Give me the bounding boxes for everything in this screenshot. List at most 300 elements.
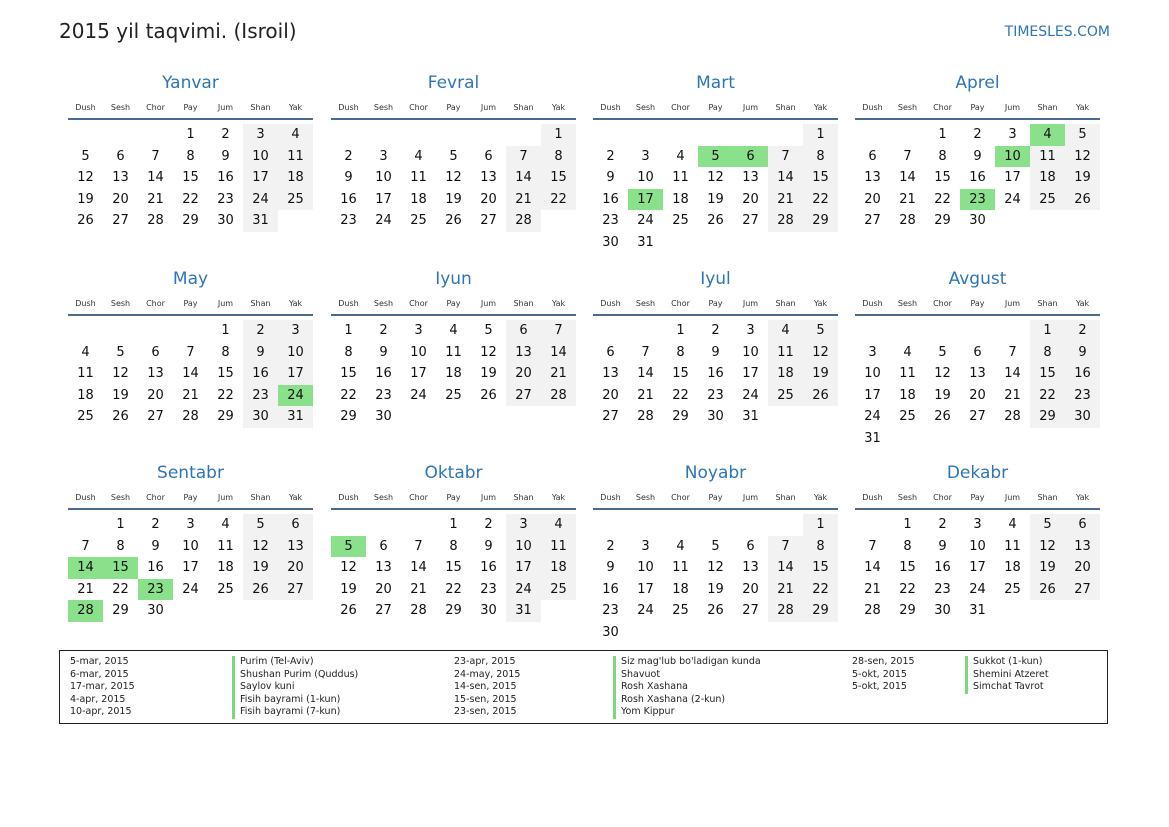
legend-date: 28-sen, 2015 xyxy=(852,656,915,667)
weekday-label: Pay xyxy=(446,493,461,502)
day-cell: 6 xyxy=(973,344,982,360)
day-cell: 17 xyxy=(375,191,392,207)
day-cell: 10 xyxy=(375,170,392,186)
day-cell: 9 xyxy=(711,344,720,360)
day-cell: 17 xyxy=(969,560,986,576)
weekday-label: Chor xyxy=(671,493,690,502)
day-cell: 24 xyxy=(1004,191,1021,207)
legend-holiday-name: Siz mag'lub bo'ladigan kunda xyxy=(613,656,761,669)
day-cell: 20 xyxy=(602,387,619,403)
month-title: Dekabr xyxy=(946,463,1009,483)
day-cell: 15 xyxy=(672,366,689,382)
day-cell: 26 xyxy=(934,409,951,425)
weekday-label: Dush xyxy=(338,103,359,112)
day-cell: 1 xyxy=(1030,320,1065,342)
day-cell: 8 xyxy=(541,146,576,168)
day-cell: 29 xyxy=(803,210,838,232)
legend-holiday-name: Shushan Purim (Quddus) xyxy=(232,669,358,682)
weekday-label: Yak xyxy=(288,103,303,112)
empty-cell xyxy=(103,320,138,342)
day-cell: 23 xyxy=(934,581,951,597)
day-cell: 22 xyxy=(217,387,234,403)
day-cell: 4 xyxy=(768,320,803,342)
empty-cell xyxy=(890,124,925,146)
day-cell: 21 xyxy=(506,189,541,211)
empty-cell xyxy=(366,124,401,146)
holiday-day-cell: 23 xyxy=(960,189,995,211)
month-title: Iyun xyxy=(435,269,472,289)
weekday-label: Jum xyxy=(217,103,234,112)
day-cell: 29 xyxy=(934,213,951,229)
day-cell: 15 xyxy=(1030,363,1065,385)
empty-cell xyxy=(995,320,1030,342)
day-cell: 26 xyxy=(803,385,838,407)
weekday-label: Sesh xyxy=(635,103,656,112)
month-title: Iyul xyxy=(700,269,731,289)
empty-cell xyxy=(733,124,768,146)
legend-date: 15-sen, 2015 xyxy=(454,693,517,705)
day-cell: 24 xyxy=(182,581,199,597)
day-cell: 31 xyxy=(243,210,278,232)
empty-cell xyxy=(436,124,471,146)
day-cell: 8 xyxy=(1030,342,1065,364)
empty-cell xyxy=(960,320,995,342)
day-cell: 14 xyxy=(768,557,803,579)
day-cell: 16 xyxy=(602,581,619,597)
day-cell: 29 xyxy=(217,409,234,425)
empty-cell xyxy=(68,124,103,146)
day-cell: 25 xyxy=(1030,189,1065,211)
month-title: Oktabr xyxy=(424,463,483,483)
month-may xyxy=(68,268,313,428)
day-cell: 9 xyxy=(151,538,160,554)
day-cell: 1 xyxy=(803,514,838,536)
month-iyul xyxy=(593,268,838,428)
day-cell: 6 xyxy=(151,344,160,360)
day-cell: 3 xyxy=(506,514,541,536)
day-grid xyxy=(593,320,838,428)
day-cell: 28 xyxy=(1004,409,1021,425)
day-cell: 3 xyxy=(243,124,278,146)
legend-date-column xyxy=(454,656,520,719)
legend-date: 14-sen, 2015 xyxy=(454,681,517,693)
day-cell: 7 xyxy=(768,146,803,168)
day-cell: 16 xyxy=(1065,363,1100,385)
day-cell: 11 xyxy=(278,146,313,168)
weekday-label: Chor xyxy=(409,493,428,502)
day-cell: 17 xyxy=(506,557,541,579)
day-cell: 8 xyxy=(676,344,685,360)
day-cell: 18 xyxy=(77,387,94,403)
day-cell: 23 xyxy=(480,581,497,597)
month-aprel xyxy=(855,72,1100,232)
day-cell: 31 xyxy=(506,600,541,622)
day-cell: 27 xyxy=(375,603,392,619)
empty-cell xyxy=(855,514,890,536)
day-cell: 15 xyxy=(803,557,838,579)
month-mart xyxy=(593,72,838,253)
day-cell: 27 xyxy=(480,213,497,229)
weekday-header xyxy=(331,488,576,510)
weekday-label: Sesh xyxy=(897,493,918,502)
day-cell: 19 xyxy=(112,387,129,403)
day-cell: 25 xyxy=(278,189,313,211)
day-cell: 7 xyxy=(868,538,877,554)
day-cell: 18 xyxy=(1004,560,1021,576)
day-cell: 22 xyxy=(182,191,199,207)
weekday-label: Jum xyxy=(217,299,234,308)
day-cell: 12 xyxy=(803,342,838,364)
day-cell: 16 xyxy=(602,191,619,207)
day-cell: 1 xyxy=(803,124,838,146)
day-cell: 27 xyxy=(602,409,619,425)
weekday-label: Yak xyxy=(551,299,566,308)
day-cell: 22 xyxy=(803,579,838,601)
empty-cell xyxy=(925,320,960,342)
day-cell: 16 xyxy=(969,170,986,186)
day-cell: 27 xyxy=(864,213,881,229)
weekday-label: Yak xyxy=(288,493,303,502)
legend-holiday-name: Rosh Xashana (2-kun) xyxy=(613,694,761,707)
weekday-header xyxy=(855,98,1100,120)
day-cell: 19 xyxy=(340,581,357,597)
day-cell: 15 xyxy=(217,366,234,382)
legend-name-column xyxy=(232,656,358,719)
day-cell: 19 xyxy=(1030,557,1065,579)
weekday-label: Sesh xyxy=(635,299,656,308)
day-cell: 18 xyxy=(672,581,689,597)
weekday-label: Pay xyxy=(970,299,985,308)
month-title: May xyxy=(172,269,209,289)
day-cell: 13 xyxy=(969,366,986,382)
day-cell: 27 xyxy=(742,213,759,229)
empty-cell xyxy=(593,124,628,146)
day-cell: 9 xyxy=(243,342,278,364)
weekday-label: Pay xyxy=(708,103,723,112)
legend-date: 5-okt, 2015 xyxy=(852,668,907,680)
day-cell: 13 xyxy=(602,366,619,382)
day-cell: 10 xyxy=(506,536,541,558)
day-cell: 2 xyxy=(938,517,947,533)
weekday-label: Sesh xyxy=(897,103,918,112)
day-cell: 3 xyxy=(379,148,388,164)
day-cell: 30 xyxy=(243,406,278,428)
day-cell: 21 xyxy=(637,387,654,403)
day-cell: 23 xyxy=(707,387,724,403)
day-cell: 19 xyxy=(77,191,94,207)
weekday-header xyxy=(331,98,576,120)
weekday-label: Dush xyxy=(600,103,621,112)
weekday-label: Yak xyxy=(551,103,566,112)
empty-cell xyxy=(331,124,366,146)
weekday-label: Dush xyxy=(862,493,883,502)
day-cell: 24 xyxy=(637,603,654,619)
day-cell: 14 xyxy=(768,167,803,189)
day-cell: 30 xyxy=(1065,406,1100,428)
weekday-label: Sesh xyxy=(373,103,394,112)
weekday-label: Pay xyxy=(708,299,723,308)
empty-cell xyxy=(331,514,366,536)
weekday-label: Chor xyxy=(409,299,428,308)
weekday-label: Jum xyxy=(480,103,497,112)
month-fevral xyxy=(331,72,576,232)
weekday-label: Chor xyxy=(409,103,428,112)
day-cell: 6 xyxy=(116,148,125,164)
day-cell: 5 xyxy=(116,344,125,360)
day-cell: 17 xyxy=(864,387,881,403)
day-grid xyxy=(68,320,313,428)
day-cell: 25 xyxy=(410,213,427,229)
day-cell: 16 xyxy=(340,191,357,207)
empty-cell xyxy=(698,514,733,536)
day-grid xyxy=(593,514,838,643)
day-cell: 20 xyxy=(375,581,392,597)
day-cell: 4 xyxy=(1008,517,1017,533)
day-grid xyxy=(593,124,838,253)
day-cell: 5 xyxy=(938,344,947,360)
weekday-label: Chor xyxy=(146,103,165,112)
day-grid xyxy=(331,124,576,232)
day-cell: 14 xyxy=(182,366,199,382)
day-cell: 2 xyxy=(151,517,160,533)
weekday-label: Sesh xyxy=(373,493,394,502)
legend-holiday-name: Shemini Atzeret xyxy=(965,669,1049,682)
day-cell: 11 xyxy=(217,538,234,554)
day-cell: 6 xyxy=(606,344,615,360)
day-cell: 12 xyxy=(243,536,278,558)
weekday-label: Dush xyxy=(75,299,96,308)
day-cell: 11 xyxy=(1030,146,1065,168)
day-cell: 28 xyxy=(410,603,427,619)
weekday-label: Yak xyxy=(1075,493,1090,502)
day-cell: 18 xyxy=(410,191,427,207)
day-cell: 18 xyxy=(217,560,234,576)
legend-date: 5-okt, 2015 xyxy=(852,681,907,693)
day-cell: 9 xyxy=(1065,342,1100,364)
day-cell: 2 xyxy=(711,323,720,339)
day-cell: 31 xyxy=(742,409,759,425)
empty-cell xyxy=(138,124,173,146)
day-cell: 8 xyxy=(449,538,458,554)
weekday-label: Chor xyxy=(933,493,952,502)
day-cell: 21 xyxy=(541,363,576,385)
weekday-header xyxy=(855,294,1100,316)
day-cell: 12 xyxy=(707,170,724,186)
day-cell: 25 xyxy=(217,581,234,597)
day-cell: 18 xyxy=(445,366,462,382)
day-cell: 20 xyxy=(147,387,164,403)
day-cell: 12 xyxy=(112,366,129,382)
day-cell: 10 xyxy=(969,538,986,554)
day-cell: 5 xyxy=(484,323,493,339)
day-cell: 13 xyxy=(1065,536,1100,558)
day-cell: 21 xyxy=(899,191,916,207)
day-cell: 13 xyxy=(742,560,759,576)
weekday-label: Chor xyxy=(146,493,165,502)
day-cell: 11 xyxy=(899,366,916,382)
day-cell: 1 xyxy=(449,517,458,533)
legend-date: 10-apr, 2015 xyxy=(70,706,132,718)
day-cell: 20 xyxy=(742,581,759,597)
day-cell: 2 xyxy=(1065,320,1100,342)
day-cell: 7 xyxy=(768,536,803,558)
day-cell: 13 xyxy=(506,342,541,364)
empty-cell xyxy=(401,124,436,146)
legend-holiday-name: Simchat Tavrot xyxy=(965,681,1049,694)
site-link[interactable]: TIMESLES.COM xyxy=(1004,24,1110,40)
empty-cell xyxy=(471,124,506,146)
weekday-label: Pay xyxy=(183,299,198,308)
day-cell: 31 xyxy=(969,603,986,619)
day-cell: 17 xyxy=(278,363,313,385)
day-cell: 7 xyxy=(151,148,160,164)
day-cell: 31 xyxy=(864,430,881,446)
day-cell: 10 xyxy=(410,344,427,360)
day-cell: 5 xyxy=(803,320,838,342)
weekday-label: Yak xyxy=(1075,299,1090,308)
weekday-label: Jum xyxy=(742,299,759,308)
day-cell: 20 xyxy=(1065,557,1100,579)
day-cell: 18 xyxy=(768,363,803,385)
day-cell: 18 xyxy=(278,167,313,189)
weekday-label: Shan xyxy=(513,493,534,502)
day-cell: 3 xyxy=(186,517,195,533)
empty-cell xyxy=(663,514,698,536)
day-cell: 4 xyxy=(81,344,90,360)
day-cell: 21 xyxy=(77,581,94,597)
day-cell: 16 xyxy=(243,363,278,385)
empty-cell xyxy=(68,320,103,342)
day-cell: 31 xyxy=(637,234,654,250)
day-cell: 19 xyxy=(445,191,462,207)
holiday-day-cell: 10 xyxy=(995,146,1030,168)
day-cell: 28 xyxy=(541,385,576,407)
weekday-label: Pay xyxy=(970,493,985,502)
legend-date: 4-apr, 2015 xyxy=(70,693,126,705)
day-cell: 1 xyxy=(186,127,195,143)
day-cell: 17 xyxy=(243,167,278,189)
day-cell: 20 xyxy=(506,363,541,385)
day-cell: 29 xyxy=(899,603,916,619)
day-cell: 27 xyxy=(1065,579,1100,601)
day-cell: 7 xyxy=(541,320,576,342)
day-cell: 20 xyxy=(864,191,881,207)
day-cell: 22 xyxy=(899,581,916,597)
day-cell: 22 xyxy=(934,191,951,207)
day-cell: 3 xyxy=(641,148,650,164)
empty-cell xyxy=(698,124,733,146)
weekday-label: Dush xyxy=(600,493,621,502)
day-cell: 29 xyxy=(182,213,199,229)
day-cell: 15 xyxy=(445,560,462,576)
day-cell: 25 xyxy=(672,603,689,619)
weekday-label: Dush xyxy=(75,493,96,502)
empty-cell xyxy=(663,124,698,146)
day-cell: 3 xyxy=(973,517,982,533)
day-cell: 28 xyxy=(899,213,916,229)
day-cell: 14 xyxy=(541,342,576,364)
legend-date: 17-mar, 2015 xyxy=(70,681,135,693)
weekday-label: Chor xyxy=(933,103,952,112)
day-cell: 13 xyxy=(147,366,164,382)
weekday-label: Shan xyxy=(1037,493,1058,502)
day-cell: 4 xyxy=(449,323,458,339)
day-cell: 13 xyxy=(864,170,881,186)
day-cell: 21 xyxy=(147,191,164,207)
weekday-label: Yak xyxy=(813,103,828,112)
day-cell: 27 xyxy=(147,409,164,425)
legend-date-column xyxy=(852,656,915,694)
day-cell: 28 xyxy=(864,603,881,619)
month-sentabr xyxy=(68,462,313,622)
day-cell: 1 xyxy=(903,517,912,533)
day-cell: 11 xyxy=(768,342,803,364)
holiday-day-cell: 5 xyxy=(698,146,733,168)
day-cell: 8 xyxy=(186,148,195,164)
weekday-header xyxy=(68,488,313,510)
legend-holiday-name: Saylov kuni xyxy=(232,681,358,694)
legend-holiday-name: Yom Kippur xyxy=(613,706,761,719)
day-grid xyxy=(855,124,1100,232)
day-cell: 4 xyxy=(676,538,685,554)
day-grid xyxy=(68,124,313,232)
legend-name-column xyxy=(613,656,761,719)
day-cell: 18 xyxy=(1030,167,1065,189)
weekday-header xyxy=(593,98,838,120)
day-cell: 22 xyxy=(803,189,838,211)
day-cell: 12 xyxy=(1030,536,1065,558)
day-cell: 30 xyxy=(480,603,497,619)
weekday-label: Pay xyxy=(183,103,198,112)
day-cell: 22 xyxy=(340,387,357,403)
day-cell: 23 xyxy=(217,191,234,207)
weekday-label: Jum xyxy=(742,103,759,112)
empty-cell xyxy=(173,320,208,342)
day-cell: 23 xyxy=(243,385,278,407)
day-cell: 26 xyxy=(77,213,94,229)
day-cell: 7 xyxy=(1008,344,1017,360)
weekday-label: Shan xyxy=(1037,299,1058,308)
empty-cell xyxy=(890,320,925,342)
day-cell: 16 xyxy=(375,366,392,382)
day-cell: 10 xyxy=(637,170,654,186)
day-cell: 22 xyxy=(1030,385,1065,407)
day-cell: 10 xyxy=(637,560,654,576)
empty-cell xyxy=(68,514,103,536)
day-cell: 17 xyxy=(1004,170,1021,186)
weekday-label: Jum xyxy=(1004,103,1021,112)
month-title: Yanvar xyxy=(162,73,219,93)
day-cell: 28 xyxy=(506,210,541,232)
day-cell: 6 xyxy=(506,320,541,342)
weekday-label: Dush xyxy=(75,103,96,112)
day-cell: 29 xyxy=(1030,406,1065,428)
day-cell: 17 xyxy=(637,581,654,597)
day-cell: 19 xyxy=(707,581,724,597)
day-cell: 4 xyxy=(903,344,912,360)
day-cell: 12 xyxy=(934,366,951,382)
day-cell: 8 xyxy=(803,146,838,168)
day-grid xyxy=(855,320,1100,449)
day-cell: 30 xyxy=(217,213,234,229)
day-cell: 22 xyxy=(112,581,129,597)
weekday-label: Jum xyxy=(480,299,497,308)
weekday-label: Shan xyxy=(775,103,796,112)
day-cell: 8 xyxy=(903,538,912,554)
day-cell: 2 xyxy=(379,323,388,339)
month-title: Fevral xyxy=(427,73,480,93)
weekday-label: Shan xyxy=(513,299,534,308)
